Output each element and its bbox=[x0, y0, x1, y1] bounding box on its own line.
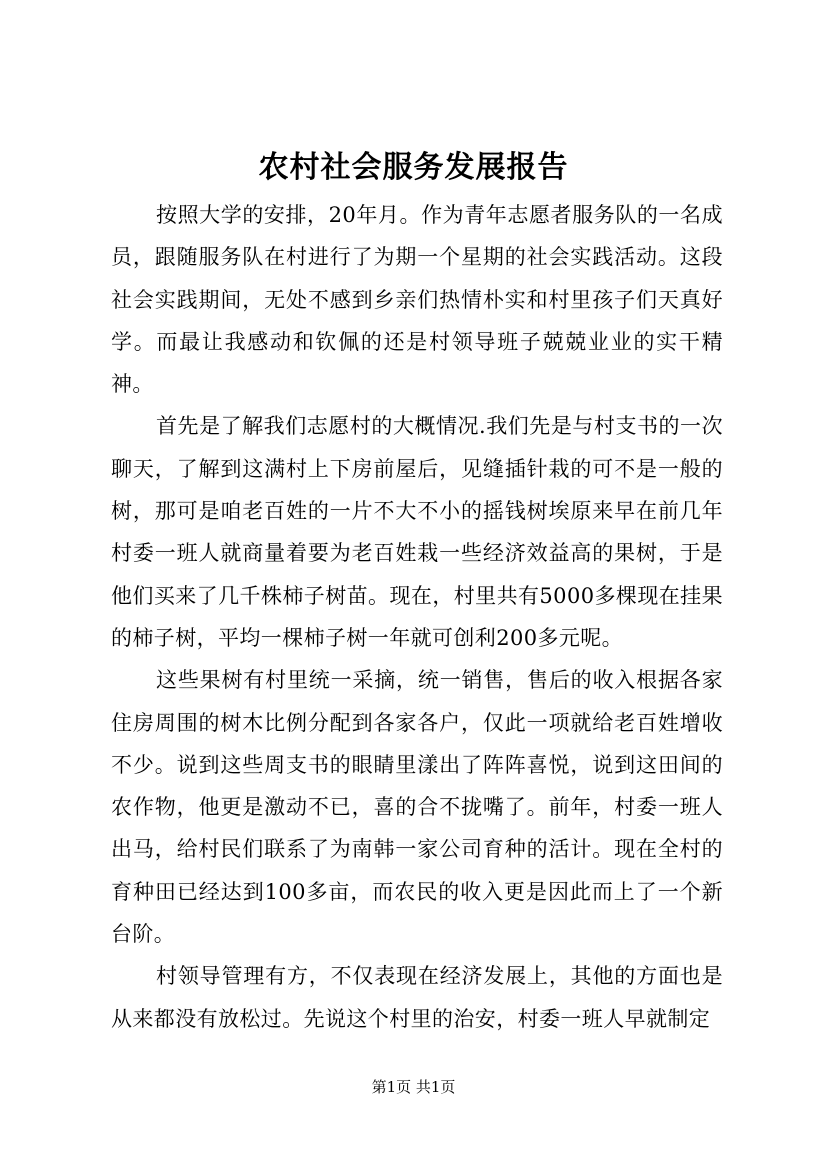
paragraph-2: 首先是了解我们志愿村的大概情况.我们先是与村支书的一次聊天，了解到这满村上下房前屋后，见缝插针栽的可不是一般的树，那可是咱老百姓的一片不大不小的摇钱树埃原来早在前几年村委一班人就商量着要为老百姓栽一些经济效益高的果树，于是他们买来了几千株柿子树苗。现在，村里共有5000多棵现在挂果的柿子树，平均一棵柿子树一年就可创利200多元呢。 bbox=[111, 414, 723, 650]
paragraph-4: 村领导管理有方，不仅表现在经济发展上，其他的方面也是从来都没有放松过。先说这个村里的治安，村委一班人早就制定 bbox=[111, 964, 723, 1031]
page-footer: 第1页 共1页 bbox=[371, 1078, 456, 1096]
document-body bbox=[111, 194, 723, 1040]
paragraph-1: 按照大学的安排，20年月。作为青年志愿者服务队的一名成员，跟随服务队在村进行了为期一个星期的社会实践活动。这段社会实践期间，无处不感到乡亲们热情朴实和村里孩子们天真好学。而最让我感动和钦佩的还是村领导班子兢兢业业的实干精神。 bbox=[111, 203, 723, 397]
document-title: 农村社会服务发展报告 bbox=[258, 150, 569, 185]
paragraph-3: 这些果树有村里统一采摘，统一销售，售后的收入根据各家住房周围的树木比例分配到各家各户，仅此一项就给老百姓增收不少。说到这些周支书的眼睛里漾出了阵阵喜悦，说到这田间的农作物，他更是激动不已，喜的合不拢嘴了。前年，村委一班人出马，给村民们联系了为南韩一家公司育种的活计。现在全村的育种田已经达到100多亩，而农民的收入更是因此而上了一个新台阶。 bbox=[111, 668, 723, 947]
